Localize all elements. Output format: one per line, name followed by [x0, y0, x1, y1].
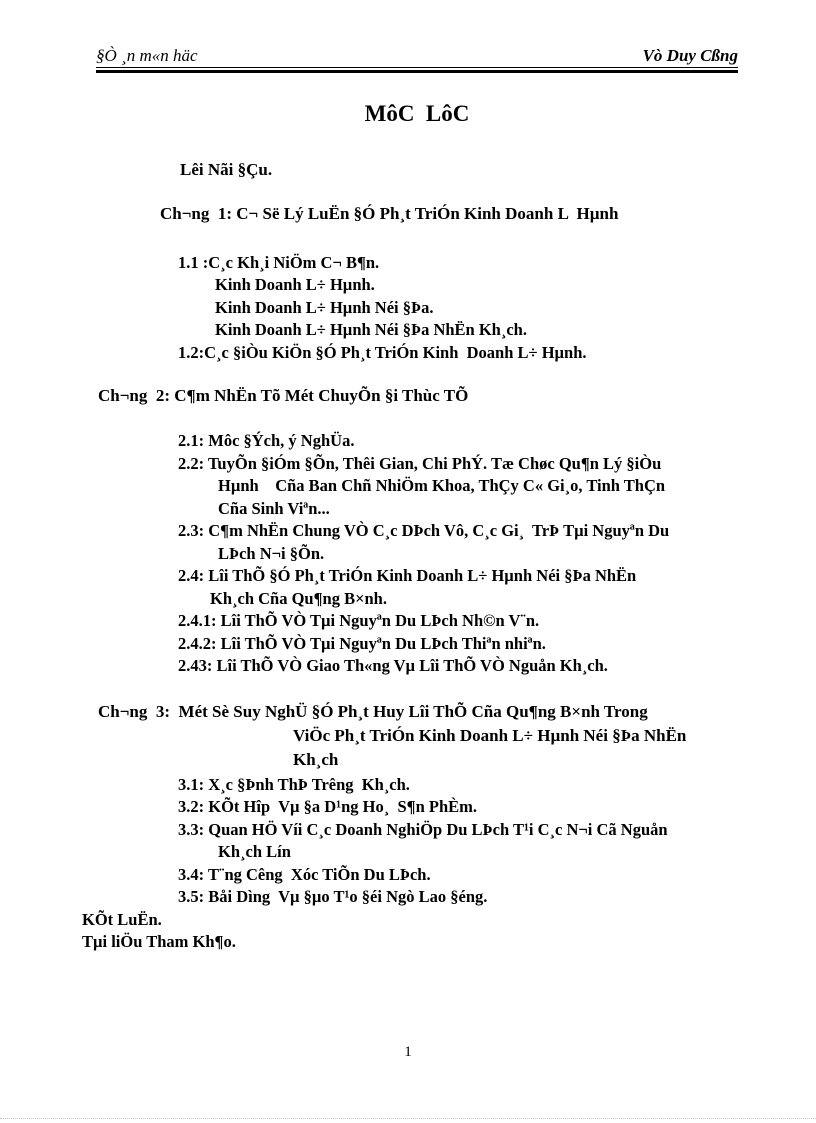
toc-line-1-2: 1.2:C¸c §iÒu KiÖn §Ó Ph¸t TriÓn Kinh Doanh L÷ Hµnh. — [178, 342, 587, 362]
toc-line-2-4-1: 2.4.1: Lîi ThÕ VÒ Tµi Nguyªn Du LÞch Nh©n V¨n. — [178, 611, 540, 630]
chapter3-heading-wrap1: ViÖc Ph¸t TriÓn Kinh Doanh L÷ Hµnh Néi §Þa NhËn — [293, 725, 687, 745]
chapter1-heading: Ch¬ng 1: C¬ Së Lý LuËn §Ó Ph¸t TriÓn Kinh Doanh L Hµnh — [160, 203, 619, 223]
toc-line-2-2: 2.2: TuyÕn §iÓm §Õn, Thêi Gian, Chi PhÝ. Tæ Chøc Qu¶n Lý §iÒu — [178, 453, 662, 473]
page-number: 1 — [404, 1044, 412, 1060]
toc-line-1-1-c: Kinh Doanh L÷ Hµnh Néi §Þa NhËn Kh¸ch. — [215, 320, 527, 339]
toc-line-1-1-b: Kinh Doanh L÷ Hµnh Néi §Þa. — [215, 297, 434, 317]
toc-line-2-4-wrap: Kh¸ch Cña Qu¶ng B×nh. — [210, 588, 387, 608]
toc-line-2-3: 2.3: C¶m NhËn Chung VÒ C¸c DÞch Vô, C¸c Gi¸ TrÞ Tµi Nguyªn Du — [178, 521, 670, 540]
toc-line-2-43: 2.43: Lîi ThÕ VÒ Giao Th«ng Vµ Lîi ThÕ VÒ Nguån Kh¸ch. — [178, 656, 608, 675]
conclusion-line: KÕt LuËn. — [82, 909, 162, 929]
chapter3-heading-wrap2: Kh¸ch — [293, 749, 339, 769]
toc-line-2-4-2: 2.4.2: Lîi ThÕ VÒ Tµi Nguyªn Du LÞch Thiªn nhiªn. — [178, 633, 546, 653]
toc-line-3-5: 3.5: Båi Dìng Vµ §µo T¹o §éi Ngò Lao §éng. — [178, 887, 488, 906]
toc-intro-line: Lêi Nãi §Çu. — [180, 160, 273, 179]
page-title: MôC LôC — [364, 101, 470, 126]
references-line: Tµi liÖu Tham Kh¶o. — [82, 932, 236, 951]
header-divider — [96, 67, 738, 73]
toc-line-2-4: 2.4: Lîi ThÕ §Ó Ph¸t TriÓn Kinh Doanh L÷ Hµnh Néi §Þa NhËn — [178, 566, 637, 585]
toc-line-3-1: 3.1: X¸c §Þnh ThÞ Trêng Kh¸ch. — [178, 774, 410, 794]
toc-line-2-2-wrap2: Cña Sinh Viªn... — [218, 498, 330, 518]
chapter2-heading: Ch¬ng 2: C¶m NhËn Tõ Mét ChuyÕn §i Thùc TÕ — [98, 386, 469, 405]
toc-line-3-3: 3.3: Quan HÖ Víi C¸c Doanh NghiÖp Du LÞch T¹i C¸c N¬i Cã Nguån — [178, 819, 668, 839]
toc-line-2-3-wrap: LÞch N¬i §Õn. — [218, 543, 325, 563]
toc-line-2-1: 2.1: Môc §Ých, ý NghÜa. — [178, 431, 355, 450]
page-header — [96, 46, 738, 66]
header-right-author: Vò Duy Cßng — [642, 46, 738, 65]
toc-line-3-4: 3.4: T¨ng Cêng Xóc TiÕn Du LÞch. — [178, 864, 431, 884]
toc-line-1-1-a: Kinh Doanh L÷ Hµnh. — [215, 275, 375, 294]
toc-line-3-2: 3.2: KÕt Hîp Vµ §a D¹ng Ho¸ S¶n PhÈm. — [178, 797, 478, 816]
header-left-text: §Ò ¸n m«n häc — [96, 46, 198, 65]
chapter3-heading: Ch¬ng 3: Mét Sè Suy NghÜ §Ó Ph¸t Huy Lîi ThÕ Cña Qu¶ng B×nh Trong — [98, 701, 648, 721]
toc-line-3-3-wrap: Kh¸ch Lín — [218, 842, 291, 861]
bottom-dotted-rule — [0, 1118, 816, 1119]
toc-line-2-2-wrap1: Hµnh Cña Ban Chñ NhiÖm Khoa, ThÇy C« Gi¸o, Tinh ThÇn — [218, 476, 666, 495]
toc-line-1-1: 1.1 :C¸c Kh¸i NiÖm C¬ B¶n. — [178, 252, 380, 272]
